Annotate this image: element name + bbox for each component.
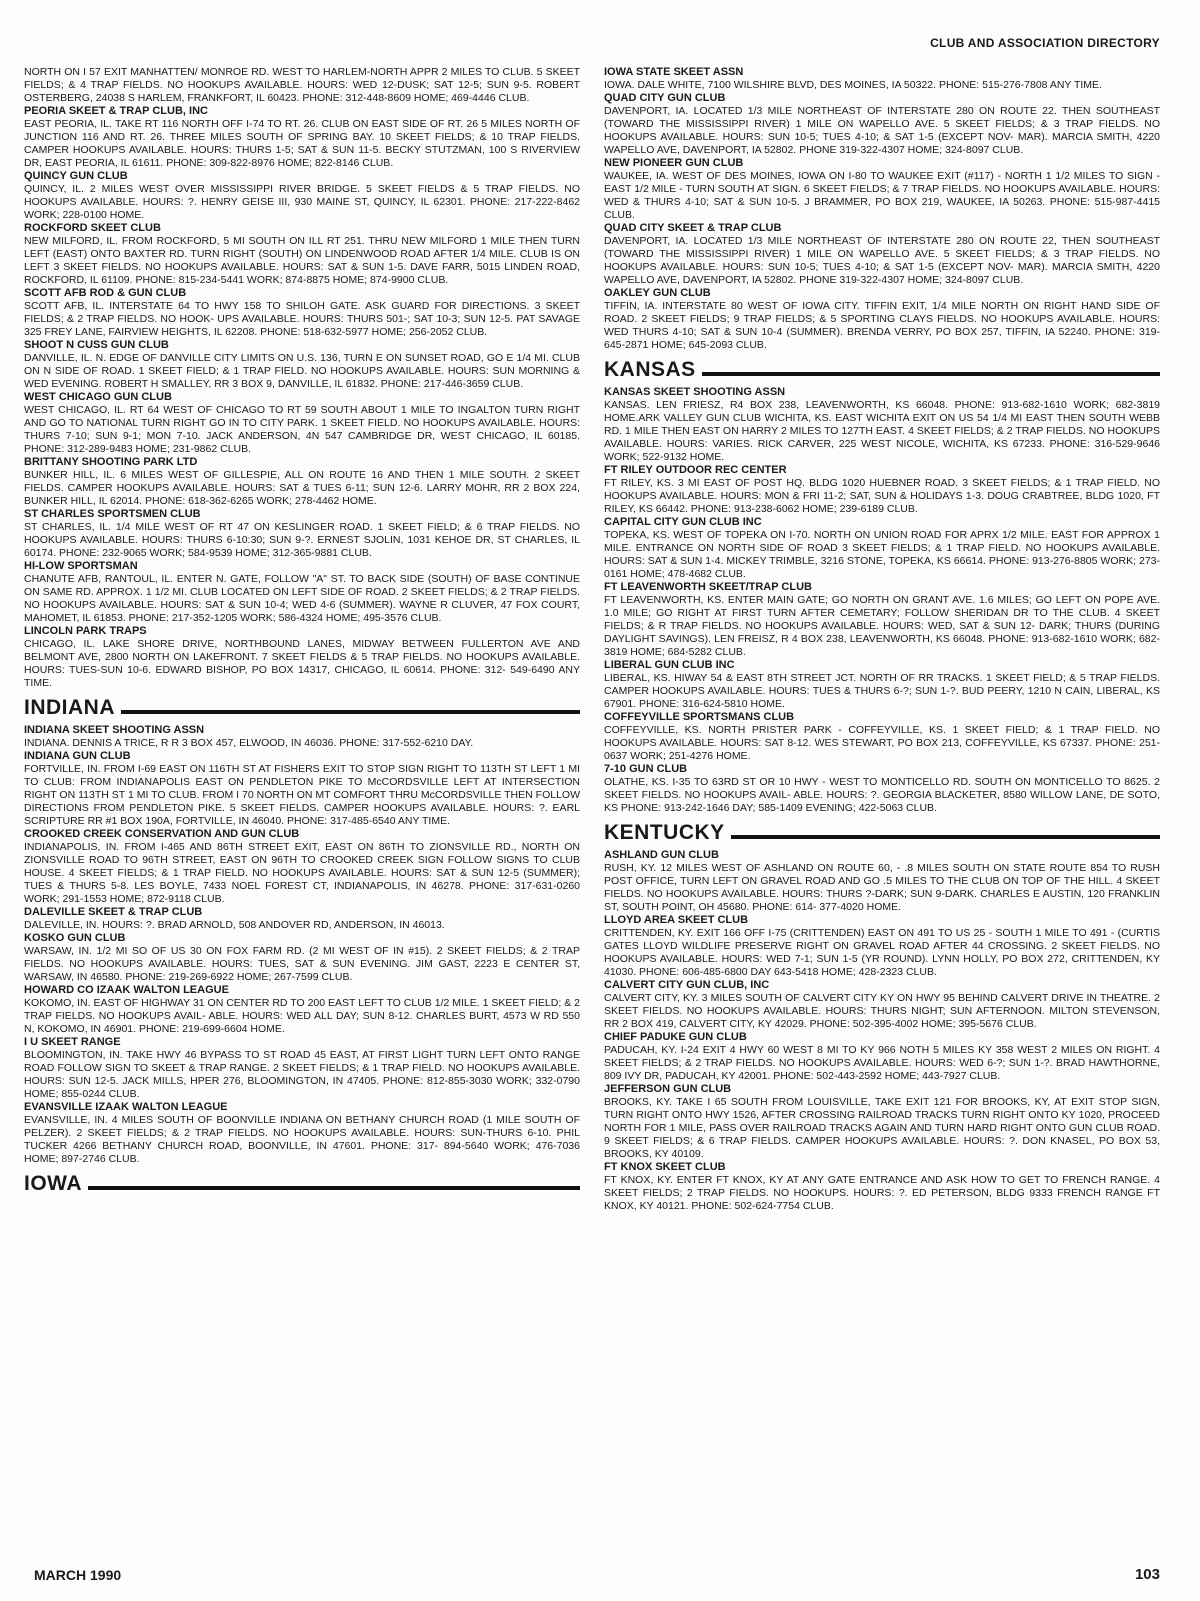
club-name: ROCKFORD SKEET CLUB [24, 222, 161, 234]
club-name: EVANSVILLE IZAAK WALTON LEAGUE [24, 1101, 228, 1113]
state-name: KANSAS [604, 358, 696, 381]
club-name: NEW PIONEER GUN CLUB [604, 157, 744, 169]
club-entry [604, 849, 1160, 914]
club-entry [604, 914, 1160, 979]
state-heading [604, 821, 1160, 845]
club-entry [604, 979, 1160, 1031]
club-details: CALVERT CITY, KY. 3 MILES SOUTH OF CALVERT CITY KY ON HWY 95 BEHIND CALVERT DRIVE IN THEATRE. 2 SKEET FIELDS. NO HOOKUPS AVAILABLE. HOURS: THURS NIGHT; SUN AFTERNOON. MILTON STEVENSON, RR 2 BOX 419, CALVERT CITY, KY 42029. PHONE: 502-395-4002 HOME; 395-5676 CLUB. [604, 992, 1160, 1030]
right-column [604, 66, 1160, 1550]
club-details: CHICAGO, IL. LAKE SHORE DRIVE, NORTHBOUND LANES, MIDWAY BETWEEN FULLERTON AVE AND BELMONT AVE, 2800 NORTH ON LAKEFRONT. 7 SKEET FIELDS & 5 TRAP FIELDS. NO HOOKUPS AVAILABLE. HOURS: TUES-SUN 10-6. EDWARD BISHOP, PO BOX 14317, CHICAGO, IL 60614. PHONE: 312- 549-6490 ANY TIME. [24, 638, 580, 689]
directory-columns [24, 66, 1160, 1550]
club-details: WEST CHICAGO, IL. RT 64 WEST OF CHICAGO TO RT 59 SOUTH ABOUT 1 MILE TO INGALTON TURN RIGHT AND GO TO NATIONAL TURN RIGHT GO IN TO CITY PARK. 1 SKEET FIELD. NO HOOKUPS AVAILABLE. HOURS: THURS 7-10; SUN 9-1; MON 7-10. JACK ANDERSON, 4N 547 CAMBRIDGE DR, WEST CHICAGO, IL 60185. PHONE: 312-289-9483 HOME; 231-9862 CLUB. [24, 404, 580, 455]
club-entry [604, 659, 1160, 711]
club-name: SHOOT N CUSS GUN CLUB [24, 339, 169, 351]
club-entry [604, 1031, 1160, 1083]
club-name: OAKLEY GUN CLUB [604, 287, 711, 299]
club-details: DANVILLE, IL. N. EDGE OF DANVILLE CITY LIMITS ON U.S. 136, TURN E ON SUNSET ROAD, GO E 1/4 MI. CLUB ON N SIDE OF ROAD. 1 SKEET FIELD; & 1 TRAP FIELD. NO HOOKUPS AVAILABLE. HOURS: SUN MORNING & WED EVENING. ROBERT H SMALLEY, RR 3 BOX 9, DANVILLE, IL 61832. PHONE: 217-446-3659 CLUB. [24, 352, 580, 390]
club-details: ST CHARLES, IL. 1/4 MILE WEST OF RT 47 ON KESLINGER ROAD. 1 SKEET FIELD; & 6 TRAP FIELDS. NO HOOKUPS AVAILABLE. HOURS: THURS 6-10:30; SUN 9-?. ERNEST SJOLIN, 1031 KEHOE DR, ST CHARLES, IL 60174. PHONE: 232-9065 WORK; 584-9539 HOME; 312-365-9881 CLUB. [24, 521, 580, 559]
club-name: HI-LOW SPORTSMAN [24, 560, 138, 572]
left-column [24, 66, 580, 1550]
club-entry [604, 92, 1160, 157]
club-details: PADUCAH, KY. I-24 EXIT 4 HWY 60 WEST 8 MI TO KY 966 NOTH 5 MILES KY 358 WEST 2 MILES ON RIGHT. 4 SKEET FIELDS; & 2 TRAP FIELDS. NO HOOKUPS AVAILABLE. HOURS: WED 6-?; SUN 1-?. BRAD HAWTHORNE, 809 IVY DR, PADUCAH, KY 42001. PHONE: 502-443-2592 HOME; 443-7927 CLUB. [604, 1044, 1160, 1082]
club-name: CAPITAL CITY GUN CLUB INC [604, 516, 762, 528]
club-entry [24, 1101, 580, 1166]
club-details: COFFEYVILLE, KS. NORTH PRISTER PARK - COFFEYVILLE, KS. 1 SKEET FIELD; & 1 TRAP FIELD. NO HOOKUPS AVAILABLE. HOURS: SAT 8-12. WES STEWART, PO BOX 213, COFFEYVILLE, KS 67337. PHONE: 251-0637 WORK; 251-4276 HOME. [604, 724, 1160, 762]
state-name: IOWA [24, 1172, 82, 1195]
club-name: QUAD CITY SKEET & TRAP CLUB [604, 222, 782, 234]
state-rule [702, 372, 1160, 376]
club-details: FT RILEY, KS. 3 MI EAST OF POST HQ. BLDG 1020 HUEBNER ROAD. 3 SKEET FIELDS; & 1 TRAP FIELD. NO HOOKUPS AVAILABLE. HOURS: MON & FRI 11-2; SAT, SUN & HOLIDAYS 1-3. DOUG CRABTREE, BLDG 1020, FT RILEY, KS 66442. PHONE: 913-238-6062 HOME; 239-6189 CLUB. [604, 477, 1160, 515]
club-name: DALEVILLE SKEET & TRAP CLUB [24, 906, 203, 918]
state-rule [88, 1186, 580, 1190]
state-name: INDIANA [24, 696, 115, 719]
club-entry [24, 222, 580, 287]
club-name: CALVERT CITY GUN CLUB, INC [604, 979, 770, 991]
club-details: NEW MILFORD, IL. FROM ROCKFORD, 5 MI SOUTH ON ILL RT 251. THRU NEW MILFORD 1 MILE THEN TURN LEFT (EAST) ONTO BAXTER RD. TURN RIGHT (SOUTH) ON LINDENWOOD ROAD AFTER 1/4 MILE. CLUB IS ON LEFT 3 SKEET FIELDS. NO HOOKUPS AVAILABLE. HOURS: SAT & SUN 1-5. DAVE FARR, 5015 LINDEN ROAD, ROCKFORD, IL 61109. PHONE: 815-234-5441 WORK; 874-8875 HOME; 874-9900 CLUB. [24, 235, 580, 286]
club-details: TIFFIN, IA. INTERSTATE 80 WEST OF IOWA CITY. TIFFIN EXIT, 1/4 MILE NORTH ON RIGHT HAND SIDE OF ROAD. 2 SKEET FIELDS; 9 TRAP FIELDS; & 5 SPORTING CLAYS FIELDS. NO HOOKUPS AVAILABLE. HOURS: WED THURS 4-10; SAT & SUN 10-4 (SUMMER). BRENDA VERRY, PO BOX 257, TIFFIN, IA 52240. PHONE: 319-645-2871 HOME; 645-2093 CLUB. [604, 300, 1160, 351]
club-entry [24, 170, 580, 222]
state-rule [731, 835, 1160, 839]
club-name: HOWARD CO IZAAK WALTON LEAGUE [24, 984, 229, 996]
club-entry [604, 711, 1160, 763]
club-name: PEORIA SKEET & TRAP CLUB, INC [24, 105, 208, 117]
club-details: DAVENPORT, IA. LOCATED 1/3 MILE NORTHEAST OF INTERSTATE 280 ON ROUTE 22, THEN SOUTHEAST (TOWARD THE MISSISSIPPI RIVER) 1 MILE ON WAPELLO AVE. 5 SKEET FIELDS; & 3 TRAP FIELDS. NO HOOKUPS AVAILABLE. HOURS: SUN 10-5; TUES 4-10; & SAT 1-5 (EXCEPT NOV- MAR). MARCIA SMITH, 4220 WAPELLO AVE, DAVENPORT, IA 52802. PHONE 319-322-4307 HOME; 324-8097 CLUB. [604, 235, 1160, 286]
club-entry [24, 105, 580, 170]
club-details: KANSAS. LEN FRIESZ, R4 BOX 238, LEAVENWORTH, KS 66048. PHONE: 913-682-1610 WORK; 682-3819 HOME.ARK VALLEY GUN CLUB WICHITA, KS. EAST WICHITA EXIT ON US 54 1/4 MI EAST THEN SOUTH WEBB RD. 1 MILE THEN EAST ON HARRY 2 MILES TO 127TH EAST. 4 SKEET FIELDS; & 2 TRAP FIELDS. NO HOOKUPS AVAILABLE. HOURS: VARIES. RICK CARVER, 225 WEST NICOLE, WICHITA, KS 67233. PHONE: 316-529-9646 WORK; 522-9132 HOME. [604, 399, 1160, 463]
club-entry [24, 391, 580, 456]
club-details: WARSAW, IN. 1/2 MI SO OF US 30 ON FOX FARM RD. (2 MI WEST OF IN #15). 2 SKEET FIELDS; & 2 TRAP FIELDS. NO HOOKUPS AVAILABLE. HOURS: TUES, SAT & SUN EVENING. JIM GAST, 2223 E CENTER ST, WARSAW, IN 46580. PHONE: 219-269-6922 HOME; 267-7599 CLUB. [24, 945, 580, 983]
club-entry [604, 66, 1160, 92]
state-heading [604, 358, 1160, 382]
state-heading [24, 696, 580, 720]
page-header: CLUB AND ASSOCIATION DIRECTORY [930, 36, 1160, 50]
club-entry [24, 828, 580, 906]
club-entry [24, 906, 580, 932]
club-details: INDIANA. DENNIS A TRICE, R R 3 BOX 457, ELWOOD, IN 46036. PHONE: 317-552-6210 DAY. [24, 737, 474, 749]
club-details: RUSH, KY. 12 MILES WEST OF ASHLAND ON ROUTE 60, - .8 MILES SOUTH ON STATE ROUTE 854 TO RUSH POST OFFICE, TURN LEFT ON GRAVEL ROAD AND GO .5 MILES TO THE CLUB ON TOP OF THE HILL. 4 SKEET FIELDS. NO HOOKUPS AVAILABLE. HOURS: THURS ?-DARK; SUN 9-DARK. CHARLES E AUSTIN, 120 FRANKLIN ST, SOUTH POINT, OH 45680. PHONE: 614- 377-4020 HOME. [604, 862, 1160, 913]
club-name: FT RILEY OUTDOOR REC CENTER [604, 464, 787, 476]
club-name: INDIANA SKEET SHOOTING ASSN [24, 724, 205, 736]
club-entry [604, 1083, 1160, 1161]
club-entry [24, 932, 580, 984]
club-entry [24, 625, 580, 690]
club-details: EAST PEORIA, IL. TAKE RT 116 NORTH OFF I-74 TO RT. 26. CLUB ON EAST SIDE OF RT. 26 5 MILES NORTH OF JUNCTION 116 AND RT. 26. THREE MILES SOUTH OF SPRING BAY. 10 SKEET FIELDS; & 10 TRAP FIELDS. CAMPER HOOKUPS AVAILABLE. HOURS: THURS 1-5; SAT & SUN 11-5. BECKY STUTZMAN, 100 S RIVERVIEW DR, EAST PEORIA, IL 61611. PHONE: 309-822-8976 HOME; 822-8146 CLUB. [24, 118, 580, 169]
club-name: KANSAS SKEET SHOOTING ASSN [604, 386, 786, 398]
club-name: ASHLAND GUN CLUB [604, 849, 719, 861]
club-entry [604, 581, 1160, 659]
club-name: INDIANA GUN CLUB [24, 750, 131, 762]
club-entry [24, 984, 580, 1036]
club-details: WAUKEE, IA. WEST OF DES MOINES, IOWA ON I-80 TO WAUKEE EXIT (#117) - NORTH 1 1/2 MILES TO SIGN - EAST 1/2 MILE - TURN SOUTH AT SIGN. 6 SKEET FIELDS; & 7 TRAP FIELDS. NO HOOKUPS AVAILABLE. HOURS: WED & THURS 4-10; SAT & SUN 10-5. J BRAMMER, PO BOX 219, WAUKEE, IA 50263. PHONE: 515-987-4415 CLUB. [604, 170, 1160, 221]
club-name: 7-10 GUN CLUB [604, 763, 688, 775]
club-entry [24, 508, 580, 560]
club-entry [604, 287, 1160, 352]
club-details: CRITTENDEN, KY. EXIT 166 OFF I-75 (CRITTENDEN) EAST ON 491 TO US 25 - SOUTH 1 MILE TO 491 - (CURTIS GATES LLOYD WILDLIFE PRESERVE RIGHT ON GRAVEL ROAD AFTER 44 CROSSING. 2 SKEET FIELDS. NO HOOKUPS AVAILABLE. HOURS: WED 7-1; SUN 1-5 (YR ROUND). LYNN HOLLY, PO BOX 272, CRITTENDEN, KY 41030. PHONE: 606-485-6800 DAY 643-5418 HOME; 428-2323 CLUB. [604, 927, 1160, 978]
club-entry [24, 339, 580, 391]
club-entry [604, 386, 1160, 464]
club-name: LLOYD AREA SKEET CLUB [604, 914, 749, 926]
club-details: FT KNOX, KY. ENTER FT KNOX, KY AT ANY GATE ENTRANCE AND ASK HOW TO GET TO FRENCH RANGE. 4 SKEET FIELDS; 2 TRAP FIELDS. NO HOOKUPS. HOURS: ?. ED PETERSON, BLDG 9333 FRENCH RANGE FT KNOX, KY 40121. PHONE: 502-624-7754 CLUB. [604, 1174, 1160, 1212]
club-details: EVANSVILLE, IN. 4 MILES SOUTH OF BOONVILLE INDIANA ON BETHANY CHURCH ROAD (1 MILE SOUTH OF PELZER). 2 SKEET FIELDS; & 2 TRAP FIELDS. NO HOOKUPS AVAILABLE. HOURS: SUN-THURS 6-10. PHIL TUCKER 4266 BETHANY CHURCH ROAD, BOONVILLE, IN 47601. PHONE: 317- 894-5640 WORK; 476-7036 HOME; 897-2746 CLUB. [24, 1114, 580, 1165]
club-details: DALEVILLE, IN. HOURS: ?. BRAD ARNOLD, 508 ANDOVER RD, ANDERSON, IN 46013. [24, 919, 445, 931]
club-entry [24, 287, 580, 339]
club-name: BRITTANY SHOOTING PARK LTD [24, 456, 198, 468]
club-name: JEFFERSON GUN CLUB [604, 1083, 732, 1095]
page-number: 103 [1134, 1566, 1160, 1583]
club-details: FORTVILLE, IN. FROM I-69 EAST ON 116TH ST AT FISHERS EXIT TO STOP SIGN RIGHT TO 113TH ST LEFT 1 MI TO CLUB: FROM INDIANAPOLIS EAST ON PENDLETON PIKE TO McCORDSVILLE LEFT AT INTERSECTION RIGHT ON 113TH ST 1 MI TO CLUB. FROM I 70 NORTH ON MT COMFORT THRU McCORDSVILLE THEN FOLLOW DIRECTIONS FROM PENDLETON PIKE. 5 SKEET FIELDS. CAMPER HOOKUPS AVAILABLE. HOURS: ?. EARL SCRIPTURE RR #1 BOX 190A, FORTVILLE, IN 46040. PHONE: 317-485-6540 ANY TIME. [24, 763, 580, 827]
club-details: IOWA. DALE WHITE, 7100 WILSHIRE BLVD, DES MOINES, IA 50322. PHONE: 515-276-7808 ANY TIME. [604, 79, 1102, 91]
club-entry [24, 560, 580, 625]
club-details: BLOOMINGTON, IN. TAKE HWY 46 BYPASS TO ST ROAD 45 EAST, AT FIRST LIGHT TURN LEFT ONTO RANGE ROAD FOLLOW SIGN TO SKEET & TRAP RANGE. 2 SKEET FIELDS; & 1 TRAP FIELD. NO HOOKUPS AVAILABLE. HOURS: SUN 12-5. JACK MILLS, HPER 276, BLOOMINGTON, IN 47405. PHONE: 812-855-3030 WORK; 332-0790 HOME; 855-0244 CLUB. [24, 1049, 580, 1100]
club-details: CHANUTE AFB, RANTOUL, IL. ENTER N. GATE, FOLLOW "A" ST. TO BACK SIDE (SOUTH) OF BASE CONTINUE ON SAME RD. APPROX. 1 1/2 MI. CLUB LOCATED ON LEFT SIDE OF ROAD. 2 SKEET FIELDS; & 2 TRAP FIELDS. NO HOOKUPS AVAILABLE. HOURS: SAT & SUN 10-4; WED 4-6 (SUMMER). WAYNE R CLUVER, 47 FOX COURT, MAHOMET, IL 61853. PHONE: 217-352-1205 WORK; 586-4324 HOME; 495-3576 CLUB. [24, 573, 580, 624]
club-details: BUNKER HILL, IL. 6 MILES WEST OF GILLESPIE, ALL ON ROUTE 16 AND THEN 1 MILE SOUTH. 2 SKEET FIELDS. CAMPER HOOKUPS AVAILABLE. HOURS: SAT & TUES 6-11; SUN 12-6. LARRY MOHR, RR 2 BOX 224, BUNKER HILL, IL 62014. PHONE: 618-362-6265 WORK; 278-4462 HOME. [24, 469, 580, 507]
club-name: KOSKO GUN CLUB [24, 932, 126, 944]
club-name: QUINCY GUN CLUB [24, 170, 128, 182]
club-details: LIBERAL, KS. HIWAY 54 & EAST 8TH STREET JCT. NORTH OF RR TRACKS. 1 SKEET FIELD; & 5 TRAP FIELDS. CAMPER HOOKUPS AVAILABLE. HOURS: TUES & THURS 6-?; SUN 1-?. BUD PEERY, 1210 N CAIN, LIBERAL, KS 67901. PHONE: 316-624-5810 HOME. [604, 672, 1160, 710]
club-details: KOKOMO, IN. EAST OF HIGHWAY 31 ON CENTER RD TO 200 EAST LEFT TO CLUB 1/2 MILE. 1 SKEET FIELD; & 2 TRAP FIELDS. NO HOOKUPS AVAIL- ABLE. HOURS: WED ALL DAY; SUN 8-12. CHARLES BURT, 4573 W RD 550 N, KOKOMO, IN 46901. PHONE: 219-699-6604 HOME. [24, 997, 580, 1035]
club-details: OLATHE, KS. I-35 TO 63RD ST OR 10 HWY - WEST TO MONTICELLO RD. SOUTH ON MONTICELLO TO 8625. 2 SKEET FIELDS. NO HOOKUPS AVAIL- ABLE. HOURS: ?. GEORGIA BLACKETER, 8580 WILLOW LANE, DE SOTO, KS PHONE: 913-242-1646 DAY; 585-1409 EVENING; 422-5063 CLUB. [604, 776, 1160, 814]
state-rule [121, 710, 580, 714]
state-name: KENTUCKY [604, 821, 725, 844]
club-details: DAVENPORT, IA. LOCATED 1/3 MILE NORTHEAST OF INTERSTATE 280 ON ROUTE 22. THEN SOUTHEAST (TOWARD THE MISSISSIPPI RIVER) 1 MILE ON WAPELLO AVE. 5 SKEET FIELDS; & 3 TRAP FIELDS. NO HOOKUPS AVAILABLE. HOURS: SUN 10-5; TUES 4-10; & SAT 1-5 (EXCEPT NOV- MAR). MARCIA SMITH, 4220 WAPELLO AVE, DAVENPORT, IA 52802. PHONE 319-322-4307 HOME; 324-8097 CLUB. [604, 105, 1160, 156]
club-entry [24, 724, 580, 750]
club-name: WEST CHICAGO GUN CLUB [24, 391, 172, 403]
club-entry [604, 222, 1160, 287]
club-name: I U SKEET RANGE [24, 1036, 121, 1048]
club-name: FT LEAVENWORTH SKEET/TRAP CLUB [604, 581, 812, 593]
club-name: COFFEYVILLE SPORTSMANS CLUB [604, 711, 795, 723]
club-name: SCOTT AFB ROD & GUN CLUB [24, 287, 187, 299]
state-heading [24, 1172, 580, 1196]
club-details: TOPEKA, KS. WEST OF TOPEKA ON I-70. NORTH ON UNION ROAD FOR APRX 1/2 MILE. EAST FOR APPROX 1 MILE. ENTRANCE ON NORTH SIDE OF ROAD 3 SKEET FIELDS; & 1 TRAP FIELD. NO HOOKUPS AVAILABLE. HOURS: SAT & SUN 1-4. MICKEY TRIMBLE, 3216 STONE, TOPEKA, KS 66614. PHONE: 913-276-8805 WORK; 273-0161 HOME; 478-4682 CLUB. [604, 529, 1160, 580]
club-name: IOWA STATE SKEET ASSN [604, 66, 744, 78]
club-entry [604, 157, 1160, 222]
club-name: CROOKED CREEK CONSERVATION AND GUN CLUB [24, 828, 300, 840]
club-details: NORTH ON I 57 EXIT MANHATTEN/ MONROE RD. WEST TO HARLEM-NORTH APPR 2 MILES TO CLUB. 5 SKEET FIELDS; & 4 TRAP FIELDS. NO HOOKUPS AVAILABLE. HOURS: WED 12-DUSK; SAT 12-5; SUN 9-5. ROBERT OSTERBERG, 24038 S HARLEM, FRANKFORT, IL 60423. PHONE: 312-448-8609 HOME; 469-4446 CLUB. [24, 66, 580, 104]
club-details: QUINCY, IL. 2 MILES WEST OVER MISSISSIPPI RIVER BRIDGE. 5 SKEET FIELDS & 5 TRAP FIELDS. NO HOOKUPS AVAILABLE. HOURS: ?. HENRY GEISE III, 930 MAINE ST, QUINCY, IL 62301. PHONE: 217-222-8462 WORK; 228-0100 HOME. [24, 183, 580, 221]
club-details: BROOKS, KY. TAKE I 65 SOUTH FROM LOUISVILLE, TAKE EXIT 121 FOR BROOKS, KY, AT EXIT STOP SIGN, TURN RIGHT ONTO HWY 1526, AFTER CROSSING RAILROAD TRACKS TURN RIGHT ONTO KY 1020, PROCEED NORTH FOR 1 MILE, PASS OVER RAILROAD TRACKS AGAIN AND TURN HARD RIGHT ONTO GUN CLUB ROAD. 9 SKEET FIELDS; & 6 TRAP FIELDS. CAMPER HOOKUPS AVAILABLE. HOURS: ?. DON KNASEL, PO BOX 53, BROOKS, KY 40109. [604, 1096, 1160, 1160]
club-details: INDIANAPOLIS, IN. FROM I-465 AND 86TH STREET EXIT, EAST ON 86TH TO ZIONSVILLE RD., NORTH ON ZIONSVILLE ROAD TO 96TH STREET, EAST ON 96TH TO CROOKED CREEK SIGN FOLLOW SIGNS TO CLUB HOUSE. 4 SKEET FIELDS; & 1 TRAP FIELD. NO HOOKUPS AVAILABLE. HOURS: SAT & SUN 12-5 (SUMMER); TUES & THURS 5-8. LES BOYLE, 7433 NOEL FOREST CT, INDIANAPOLIS, IN 46278. PHONE: 317-631-0260 WORK; 291-1553 HOME; 872-9118 CLUB. [24, 841, 580, 905]
club-details: SCOTT AFB, IL. INTERSTATE 64 TO HWY 158 TO SHILOH GATE. ASK GUARD FOR DIRECTIONS. 3 SKEET FIELDS; & 2 TRAP FIELDS. NO HOOK- UPS AVAILABLE. HOURS: THURS 501-; SAT 10-3; SUN 12-5. PAT SAVAGE 325 FREY LANE, FAIRVIEW HEIGHTS, IL 62208. PHONE: 518-632-5977 HOME; 256-2052 CLUB. [24, 300, 580, 338]
club-name: CHIEF PADUKE GUN CLUB [604, 1031, 747, 1043]
club-name: LIBERAL GUN CLUB INC [604, 659, 735, 671]
club-entry [604, 763, 1160, 815]
club-details: FT LEAVENWORTH, KS. ENTER MAIN GATE; GO NORTH ON GRANT AVE. 1.6 MILES; GO LEFT ON POPE AVE. 1.0 MILE; GO RIGHT AT FIRST TURN AFTER CEMETARY; FOLLOW SHERIDAN DR TO THE CLUB. 4 SKEET FIELDS; & R TRAP FIELDS. NO HOOKUPS AVAILABLE. HOURS: WED, SAT & SUN 12- DARK; THURS (DURING DAYLIGHT SAVINGS). LEN FREISZ, R 4 BOX 238, LEAVENWORTH, KS 66048. PHONE: 913-682-1610 WORK; 682-3819 HOME; 684-5282 CLUB. [604, 594, 1160, 658]
club-entry [24, 456, 580, 508]
club-entry [604, 464, 1160, 516]
club-name: ST CHARLES SPORTSMEN CLUB [24, 508, 201, 520]
club-entry [24, 750, 580, 828]
club-entry [24, 66, 580, 105]
club-entry [604, 516, 1160, 581]
club-entry [24, 1036, 580, 1101]
club-name: FT KNOX SKEET CLUB [604, 1161, 726, 1173]
club-entry [604, 1161, 1160, 1213]
club-name: LINCOLN PARK TRAPS [24, 625, 147, 637]
club-name: QUAD CITY GUN CLUB [604, 92, 726, 104]
issue-date: MARCH 1990 [34, 1567, 122, 1583]
